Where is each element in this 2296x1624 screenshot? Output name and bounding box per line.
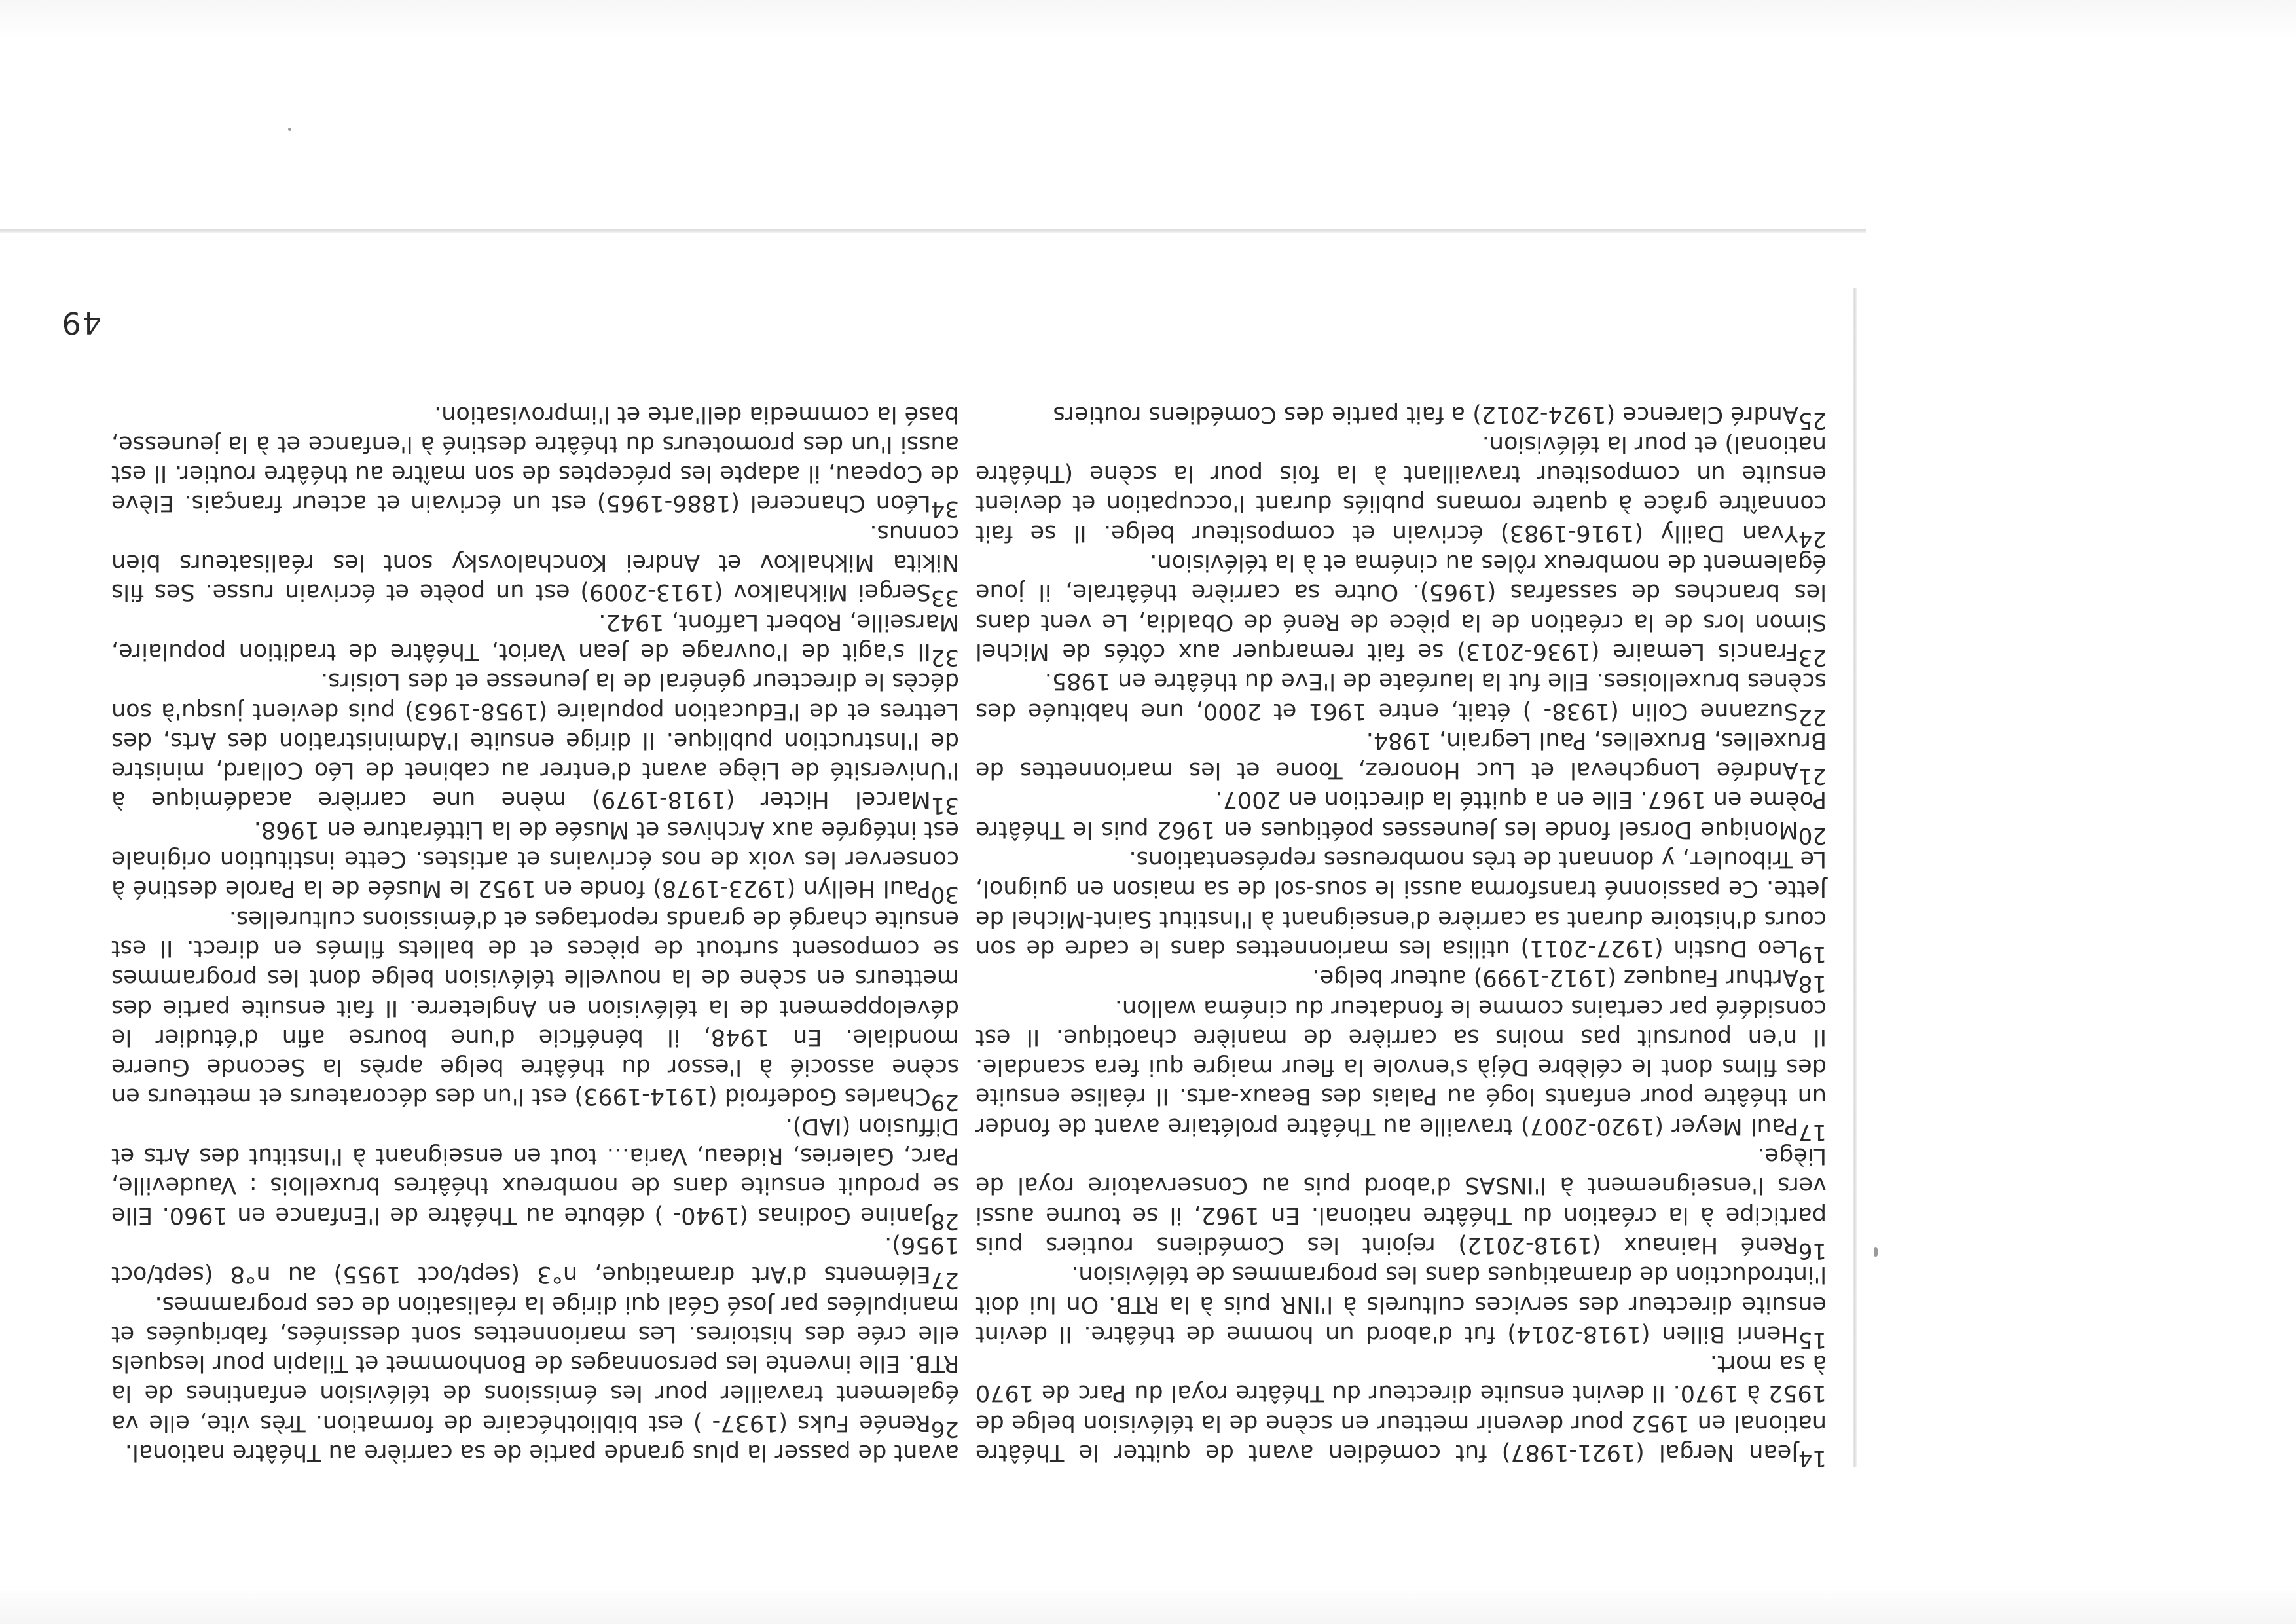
footnote [975,1259,1827,1353]
footnote [111,1437,959,1467]
footnote-text: René Hainaux (1918-2012) rejoint les Comédiens routiers puis participe à la création du Théâtre national. En 1962, il se tourne aussi vers l'enseignement à l'INSAS d'abord puis au Conservatoire royal de Liège. [975,1143,1827,1258]
footnote-text: Janine Godinas (1940- ) débute au Théâtre de l'Enfance en 1960. Elle se produit ensuite dans de nombreux théâtres bruxellois : Vaudeville, Parc, Galeries, Rideau, Varia… tout en enseignant à l'Institut des Arts et Diffusion (IAD). [111,1113,959,1228]
footnote-text: Leo Dustin (1927-2011) utilisa les marionnettes dans le cadre de son cours d'histoire durant sa carrière d'enseignant à l'Institut Saint-Michel de Jette. Ce passionné transforma aussi le sous-sol de sa maison en guignol, Le Tribouleт, y donnant de très nombreuses représentations. [975,846,1827,961]
footnote-number: 23 [1798,644,1827,671]
footnote-number: 27 [930,1267,959,1294]
footnote [975,784,1827,849]
footnote [975,992,1827,1145]
footnote [111,606,959,671]
footnote-number: 17 [1798,1118,1827,1145]
footnote-number: 33 [930,585,959,612]
footnote-text: Yvan Dailly (1916-1983) écrivain et compositeur belge. Il se fait connaître grâce à quatre romans publiés durant l'occupation et devient ensuite un compositeur travaillant à la fois pour la scène (Théâtre national) et pour la télévision. [975,430,1827,546]
footnote-text: Arthur Fauquez (1912-1999) auteur belge. [1312,965,1798,991]
footnote [975,726,1827,790]
footnote [975,547,1827,671]
footnote-number: 31 [930,792,959,819]
footnote-number: 24 [1798,525,1827,552]
footnote [111,399,959,523]
footnote-text: Il s'agit de l'ouvrage de Jean Variot, Théâtre de tradition populaire, Marseille, Robert Laffont, 1942. [111,608,959,665]
footnote-number: 18 [1798,970,1827,997]
footnote-number: 22 [1798,703,1827,730]
footnote-text: Marcel Hicter (1918-1979) mène une carrière académique à l'Université de Liège avant d'entrer au cabinet de Léo Collard, ministre de l'Instruction publique. Il dirige ensuite l'Administration des Arts, des Lettres et de l'Education populaire (1958-1963) puis devient jusqu'à son décès le directeur général de la Jeunesse et des Loisirs. [111,668,959,813]
footnote-number: 14 [1798,1445,1827,1471]
footnote [975,429,1827,552]
footnote-text: Léon Chancerel (1886-1965) est un écrivain et acteur français. Elève de Copeau, il adapte les préceptes de son maître au théâtre routier. Il est aussi l'un des promoteurs du théâtre destiné à l'enfance et à la jeunesse, basé la commedia dell'arte et l'improvisation. [111,401,959,517]
footnote [111,518,959,612]
footnote [975,666,1827,730]
footnote-text: Henri Billen (1918-2014) fut d'abord un homme de théâtre. Il devint ensuite directeur des services culturels à l'INR puis à la RTB. On lui doit l'introduction de dramatiques dans les programmes de télévision. [975,1261,1827,1347]
footnote-text: Charles Godefroid (1914-1993) est l'un des décorateurs et metteurs en scène associé à l'essor du théâtre belge après la Seconde Guerre mondiale. En 1948, il bénéficie d'une bourse afin d'étudier le développement de la télévision en Angleterre. Il fait ensuite partie des metteurs en scène de la nouvelle télévision belge dont les programmes se composent surtout de pièces et de ballets filmés en direct. Il est ensuite chargé de grands reportages et d'émissions culturelles. [111,905,959,1110]
footnote-text: Renée Fuks (1937- ) est bibliothécaire de formation. Très vite, elle va également travailler pour les émissions de télévision enfantines de la RTB. Elle invente les personnages de Bonhommet et Tilapin pour lesquels elle crée des histoires. Les marionnettes sont dessinées, fabriquées et manipulées par José Géal qui dirige la réalisation de ces programmes. [111,1291,959,1436]
footnote-text: Eléments d'Art dramatique, n°3 (sept/oct 1955) au n°8 (sept/oct 1956). [111,1231,959,1288]
footnote [111,1111,959,1234]
footnote [111,903,959,1116]
footnote-number: 20 [1798,822,1827,849]
footnote-text: Paul Meyer (1920-2007) travaille au Théâtre prolétaire avant de fonder un théâtre pour enfants logé au Palais des Beaux-arts. Il réalise ensuite des films dont le célèbre Déjà s'envole la fleur maigre qui fera scandale. Il n'en poursuit pas moins sa carrière de manière chaotique. Il est considéré par certains comme le fondateur du cinéma wallon. [975,994,1827,1139]
footnote [111,1289,959,1442]
footnote-number: 21 [1798,763,1827,790]
footnote-text: Sergei Mikhalkov (1913-2009) est un poète et écrivain russe. Ses fils Nikita Mikhalkov et Andrei Konchalovsky sont les réalisateurs bien connus. [111,519,959,606]
footnote [975,963,1827,997]
footnote-text: André Clarence (1924-2012) a fait partie des Comédiens routiers [1053,401,1798,428]
footnote-number: 34 [930,496,959,523]
footnote-number: 28 [930,1208,959,1234]
footnote-text: Paul Hellyn (1923-1978) fonde en 1952 le Musée de la Parole destiné à conserver les voix de nos écrivains et artistes. Cette institution originale est intégrée aux Archives et Musée de la Littérature en 1968. [111,816,959,902]
footnote-number: 25 [1798,407,1827,434]
footnote-number: 19 [1798,940,1827,967]
footnote [975,1141,1827,1264]
footnote-text: Francis Lemaire (1936-2013) se fait remarquer aux côtés de Michel Simon lors de la création de la pièce de René de Obaldia, Le vent dans les branches de sassafras (1965). Outre sa carrière théâtrale, il joue également de nombreux rôles au cinéma et à la télévision. [975,549,1827,665]
footnote-number: 26 [930,1415,959,1442]
footnote [111,814,959,908]
footnote [975,399,1827,434]
footnote-text: Suzanne Colin (1938- ) était, entre 1961 et 2000, une habituée des scènes bruxelloises. Elle fut la lauréate de l'Eve du théâtre en 1985. [975,668,1827,724]
footnote-text: Andrée Longcheval et Luc Honorez, Toone et les marionnettes de Bruxelles, Bruxelles, Paul Legrain, 1984. [975,727,1827,784]
footnote-number: 30 [930,881,959,908]
footnote [111,666,959,819]
page-number: 49 [60,305,101,341]
footnote [975,844,1827,967]
footnote-number: 32 [930,644,959,671]
footnote-number: 15 [1798,1326,1827,1353]
footnote-number: 16 [1798,1237,1827,1264]
footnote-text: Monique Dorsel fonde les Jeunesses poétiques en 1962 puis le Théâtre Poème en 1967. Elle en a quitté la direction en 2007. [975,786,1827,843]
footnote [975,1348,1827,1471]
footnote-text: avant de passer la plus grande partie de sa carrière au Théâtre national. [124,1439,959,1466]
footnote-text: Jean Nergal (1921-1987) fut comédien avant de quitter le Théâtre national en 1952 pour devenir metteur en scène de la télévision belge de 1952 à 1970. Il devint ensuite directeur du Théâtre royal du Parc de 1970 à sa mort. [975,1350,1827,1466]
footnote-number: 29 [930,1089,959,1116]
footnotes-column-right [111,399,959,1467]
footnotes-column-left [975,399,1827,1471]
footnote [111,1230,959,1294]
